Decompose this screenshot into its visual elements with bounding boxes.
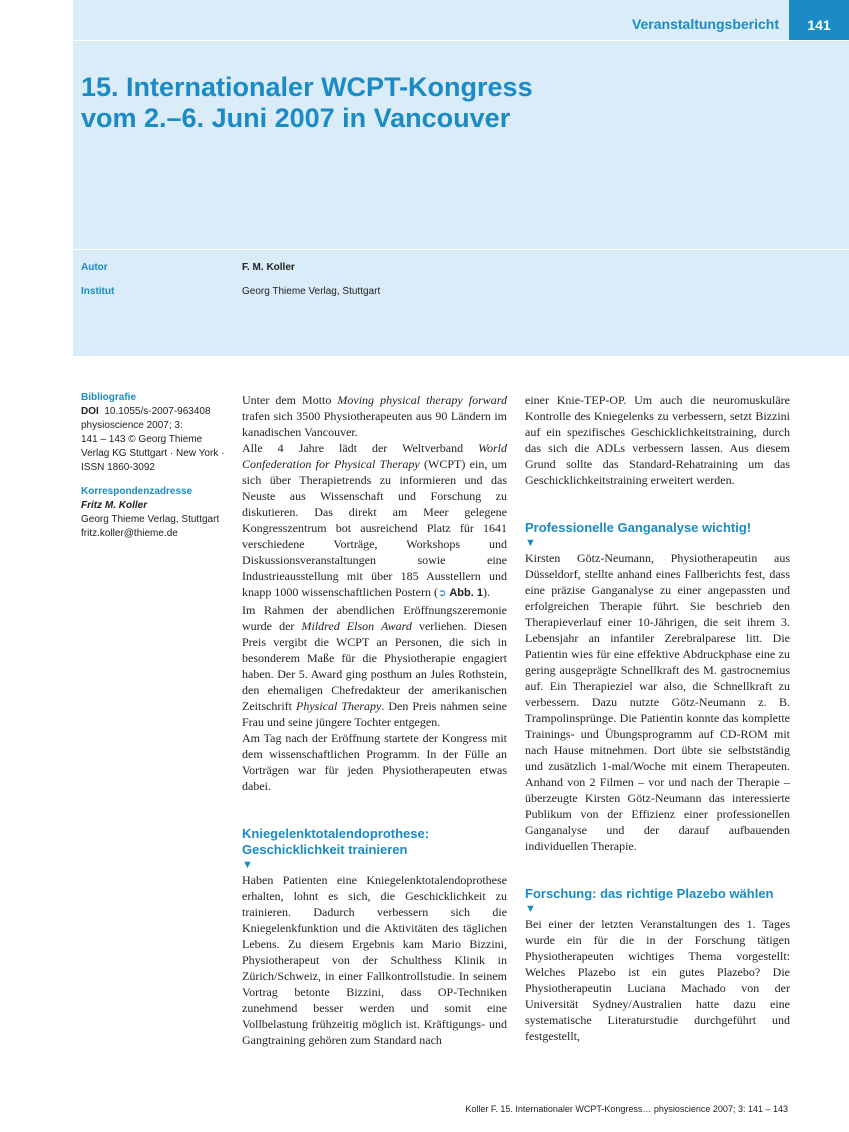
bibliography-sidebar: [81, 391, 231, 541]
doi-value: 10.1055/s-2007-963408: [104, 406, 211, 417]
paragraph: Im Rahmen der abendlichen Eröffnungszeremonie wurde der Mildred Elson Award verliehen. Diesen Preis vergibt die WCPT an Personen, die sich in besonderem Maße für die Physiotherapie engagiert haben. Der 5. Award ging posthum an Jules Rothstein, den ehemaligen Chefredakteur der amerikanischen Zeitschrift Physical Therapy. Den Preis nahmen seine Frau und seine jüngere Tochter entgegen.: [242, 603, 508, 729]
header-divider-top: [73, 40, 849, 41]
article-title: [81, 72, 721, 134]
author-label: Autor: [81, 262, 108, 273]
section-label: Veranstaltungsbericht: [631, 16, 779, 32]
body-column-2: [525, 392, 790, 1044]
paragraph: Am Tag nach der Eröffnung startete der Kongress mit dem wissenschaftlichen Programm. In der Fülle an Vorträgen war für jeden Physiotherapeuten etwas dabei.: [242, 731, 507, 793]
section-heading: Kniegelenktotalendoprothese: Geschicklichkeit trainieren: [242, 826, 430, 857]
biblio-line: Verlag KG Stuttgart · New York ·: [81, 448, 225, 459]
paragraph: Haben Patienten eine Kniegelenktotalendoprothese erhalten, lohnt es sich, die Geschicklichkeit zu trainieren. Dadurch verbessern sich die Kniegelenkfunktion und die Aktivitäten des täglichen Lebens. Zu diesem Ergebnis kam Mario Bizzini, Physiotherapeut von der Schulthess Klinik in Zürich/Schweiz, in einer Fallkontrollstudie. In seinem Vortrag betonte Bizzini, dass OP-Techniken zunehmend besser werden und somit eine Vollbelastung frühzeitig möglich ist. Kräftigungs- und Gangtraining gehören zum Standard nach: [242, 873, 507, 1047]
header-band: [73, 0, 849, 356]
bibliography-heading: Bibliografie: [81, 392, 137, 403]
footer-citation: Koller F. 15. Internationaler WCPT-Kongress… physioscience 2007; 3: 141 – 143: [465, 1104, 788, 1114]
doi-label: DOI: [81, 406, 99, 417]
correspondence-name: Fritz M. Koller: [81, 500, 148, 511]
institute-value: Georg Thieme Verlag, Stuttgart: [242, 286, 381, 297]
page-number: 141: [789, 0, 849, 40]
title-line-1: 15. Internationaler WCPT-Kongress: [81, 72, 533, 102]
section-heading: Forschung: das richtige Plazebo wählen: [525, 886, 774, 901]
correspondence-address: Georg Thieme Verlag, Stuttgart: [81, 514, 220, 525]
body-column-1: [242, 392, 507, 1048]
correspondence-heading: Korrespondenzadresse: [81, 486, 193, 497]
triangle-marker-icon: ▼: [242, 859, 253, 871]
header-divider-bottom: [73, 249, 849, 250]
title-line-2: vom 2.–6. Juni 2007 in Vancouver: [81, 103, 511, 133]
figure-ref-arrow-icon: ➲: [437, 588, 447, 599]
biblio-line: physioscience 2007; 3:: [81, 420, 183, 431]
author-value: F. M. Koller: [242, 262, 295, 273]
paragraph: Kirsten Götz-Neumann, Physiotherapeutin aus Düsseldorf, stellte anhand eines Fallberichts fest, dass eine präzise Ganganalyse zu einer angepassten und erfolgreichen Therapie führt. Sie beschrieb den Therapieverlauf einer 10-Jährigen, die seit ihrem 3. Lebensjahr an infantiler Zerebralparese litt. Die Patientin wies für eine effektive Abdruckphase eine zu gering ausgeprägte Schnellkraft des M. gastrocnemius auf. Ein Therapieziel war also, die Schnellkraft zu verbessern. Dazu nutzte Götz-Neumann z. B. Trampolinsprünge. Die Patientin konnte das komplette Trainings- und Übungsprogramm auf CD-ROM mit nach Hause mitnehmen. Dort übte sie selbstständig und zusätzlich 1-mal/Woche mit einem Therapeuten. Anhand von 2 Filmen – vor und nach der Therapie – überzeugte Kirsten Götz-Neumann das interessierte Publikum von der Effizienz einer professionellen Ganganalyse und der darauf aufbauenden individuellen Therapie.: [525, 551, 790, 853]
paragraph: Bei einer der letzten Veranstaltungen des 1. Tages wurde ein für die in der Forschung tätigen Physiotherapeuten wichtiges Thema vorgestellt: Welches Plazebo ist ein gutes Plazebo? Die Physiotherapeutin Luciana Machado von der Universität Sydney/Australien hatte dazu eine systematische Literaturstudie durchgeführt und festgestellt,: [525, 917, 790, 1043]
paragraph: Alle 4 Jahre lädt der Weltverband World Confederation for Physical Therapy (WCPT) ein, um sich über Therapietrends zu informieren und das Neuste aus Wissenschaft und Forschung zu diskutieren. Das direkt am Meer gelegene Kongresszentrum bot ausreichend Platz für 1641 verschiedene Vorträge, Workshops und Diskussionsveranstaltungen sowie eine Industrieausstellung mit über 185 Ausstellern und knapp 1000 wissenschaftlichen Postern (➲ Abb. 1).: [242, 441, 507, 599]
institute-label: Institut: [81, 286, 115, 297]
paragraph: einer Knie-TEP-OP. Um auch die neuromuskuläre Kontrolle des Kniegelenks zu verbessern, setzt Bizzini auf ein spezifisches Geschicklichkeitstraining, durch das sich die ADLs verbessern lassen. Aus diesem Grund sollte das Standard-Rehatraining um das Geschicklichkeitstraining erweitert werden.: [525, 393, 790, 487]
figure-ref-link[interactable]: Abb. 1: [449, 587, 483, 599]
correspondence-email[interactable]: fritz.koller@thieme.de: [81, 528, 178, 539]
triangle-marker-icon: ▼: [525, 903, 536, 915]
doi-line: [81, 405, 231, 419]
biblio-line: 141 – 143 © Georg Thieme: [81, 434, 203, 445]
paragraph: Unter dem Motto Moving physical therapy forward trafen sich 3500 Physiotherapeuten aus 90 Ländern im kanadischen Vancouver.: [242, 393, 507, 439]
biblio-line: ISSN 1860-3092: [81, 462, 155, 473]
section-heading: Professionelle Ganganalyse wichtig!: [525, 520, 752, 535]
triangle-marker-icon: ▼: [525, 537, 536, 549]
